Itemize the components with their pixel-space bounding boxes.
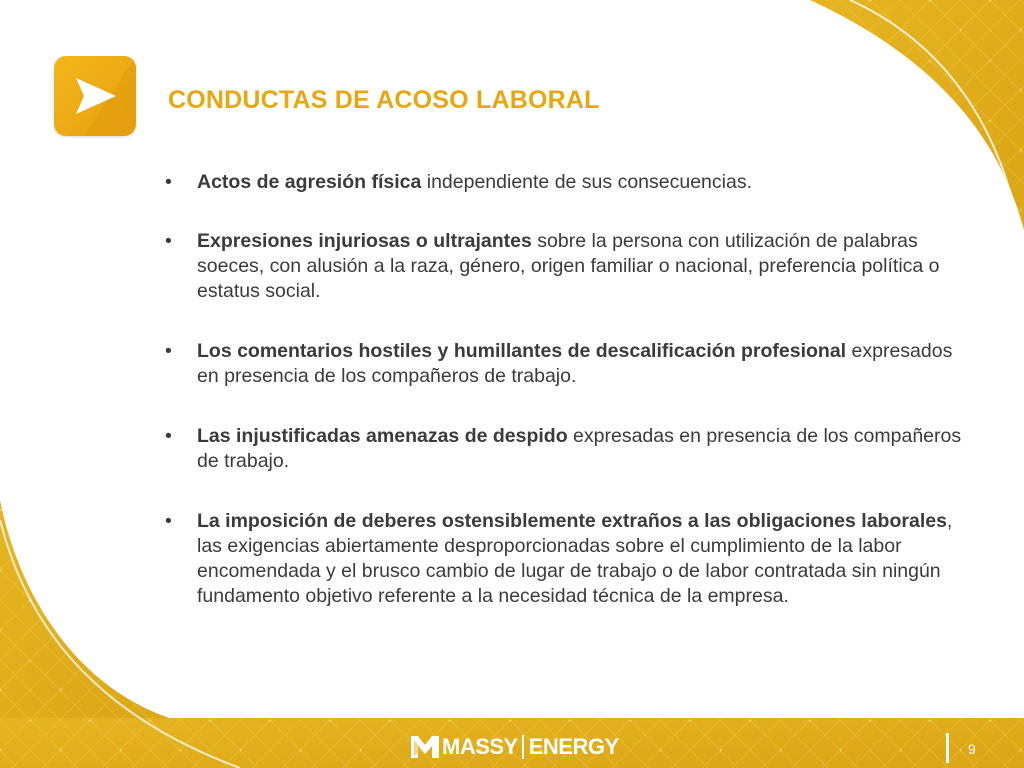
bullet-bold-text: Actos de agresión física xyxy=(197,171,422,193)
brand-energy: ENERGY xyxy=(528,734,619,759)
bullet-text: sobre la persona con utilización de palabras soeces, con alusión a la raza, género, origen familiar o nacional, preferencia política o estatus social. xyxy=(197,230,940,302)
title-badge xyxy=(54,56,136,136)
massy-logo-icon xyxy=(410,734,440,760)
bullet-marker: • xyxy=(165,340,172,362)
bullet-marker: • xyxy=(165,425,172,447)
play-arrow-icon xyxy=(54,56,136,136)
bullet-text: independiente de sus consecuencias. xyxy=(421,171,752,193)
bullet-item xyxy=(163,424,963,509)
page-number: 9 xyxy=(968,741,976,757)
bullet-item xyxy=(163,509,963,609)
brand-massy: MASSY xyxy=(442,734,518,759)
bullet-marker: • xyxy=(165,510,172,532)
bullet-list xyxy=(163,170,963,609)
slide-title: CONDUCTAS DE ACOSO LABORAL xyxy=(168,86,600,114)
page-number-divider xyxy=(946,733,949,763)
bullet-text: expresados en presencia de los compañeros de trabajo. xyxy=(197,340,953,387)
bullet-text: , las exigencias abiertamente desproporcionadas sobre el cumplimiento de la labor encomendada y el brusco cambio de lugar de trabajo o de labor contratada sin ningún fundamento objetivo referente a la necesidad técnica de la empresa. xyxy=(197,510,953,607)
bullet-marker: • xyxy=(165,230,172,252)
bullet-marker: • xyxy=(165,171,172,193)
bullet-text: expresadas en presencia de los compañeros de trabajo. xyxy=(197,425,962,472)
massy-energy-logo xyxy=(410,733,619,761)
bullet-bold-text: Expresiones injuriosas o ultrajantes xyxy=(197,230,532,252)
bullet-item xyxy=(163,170,963,229)
bullet-bold-text: Los comentarios hostiles y humillantes de descalificación profesional xyxy=(197,340,847,362)
bullet-bold-text: Las injustificadas amenazas de despido xyxy=(197,425,568,447)
bullet-item xyxy=(163,339,963,424)
brand-separator xyxy=(522,735,524,759)
bullet-item xyxy=(163,229,963,339)
bullet-bold-text: La imposición de deberes ostensiblemente extraños a las obligaciones laborales xyxy=(197,510,947,532)
